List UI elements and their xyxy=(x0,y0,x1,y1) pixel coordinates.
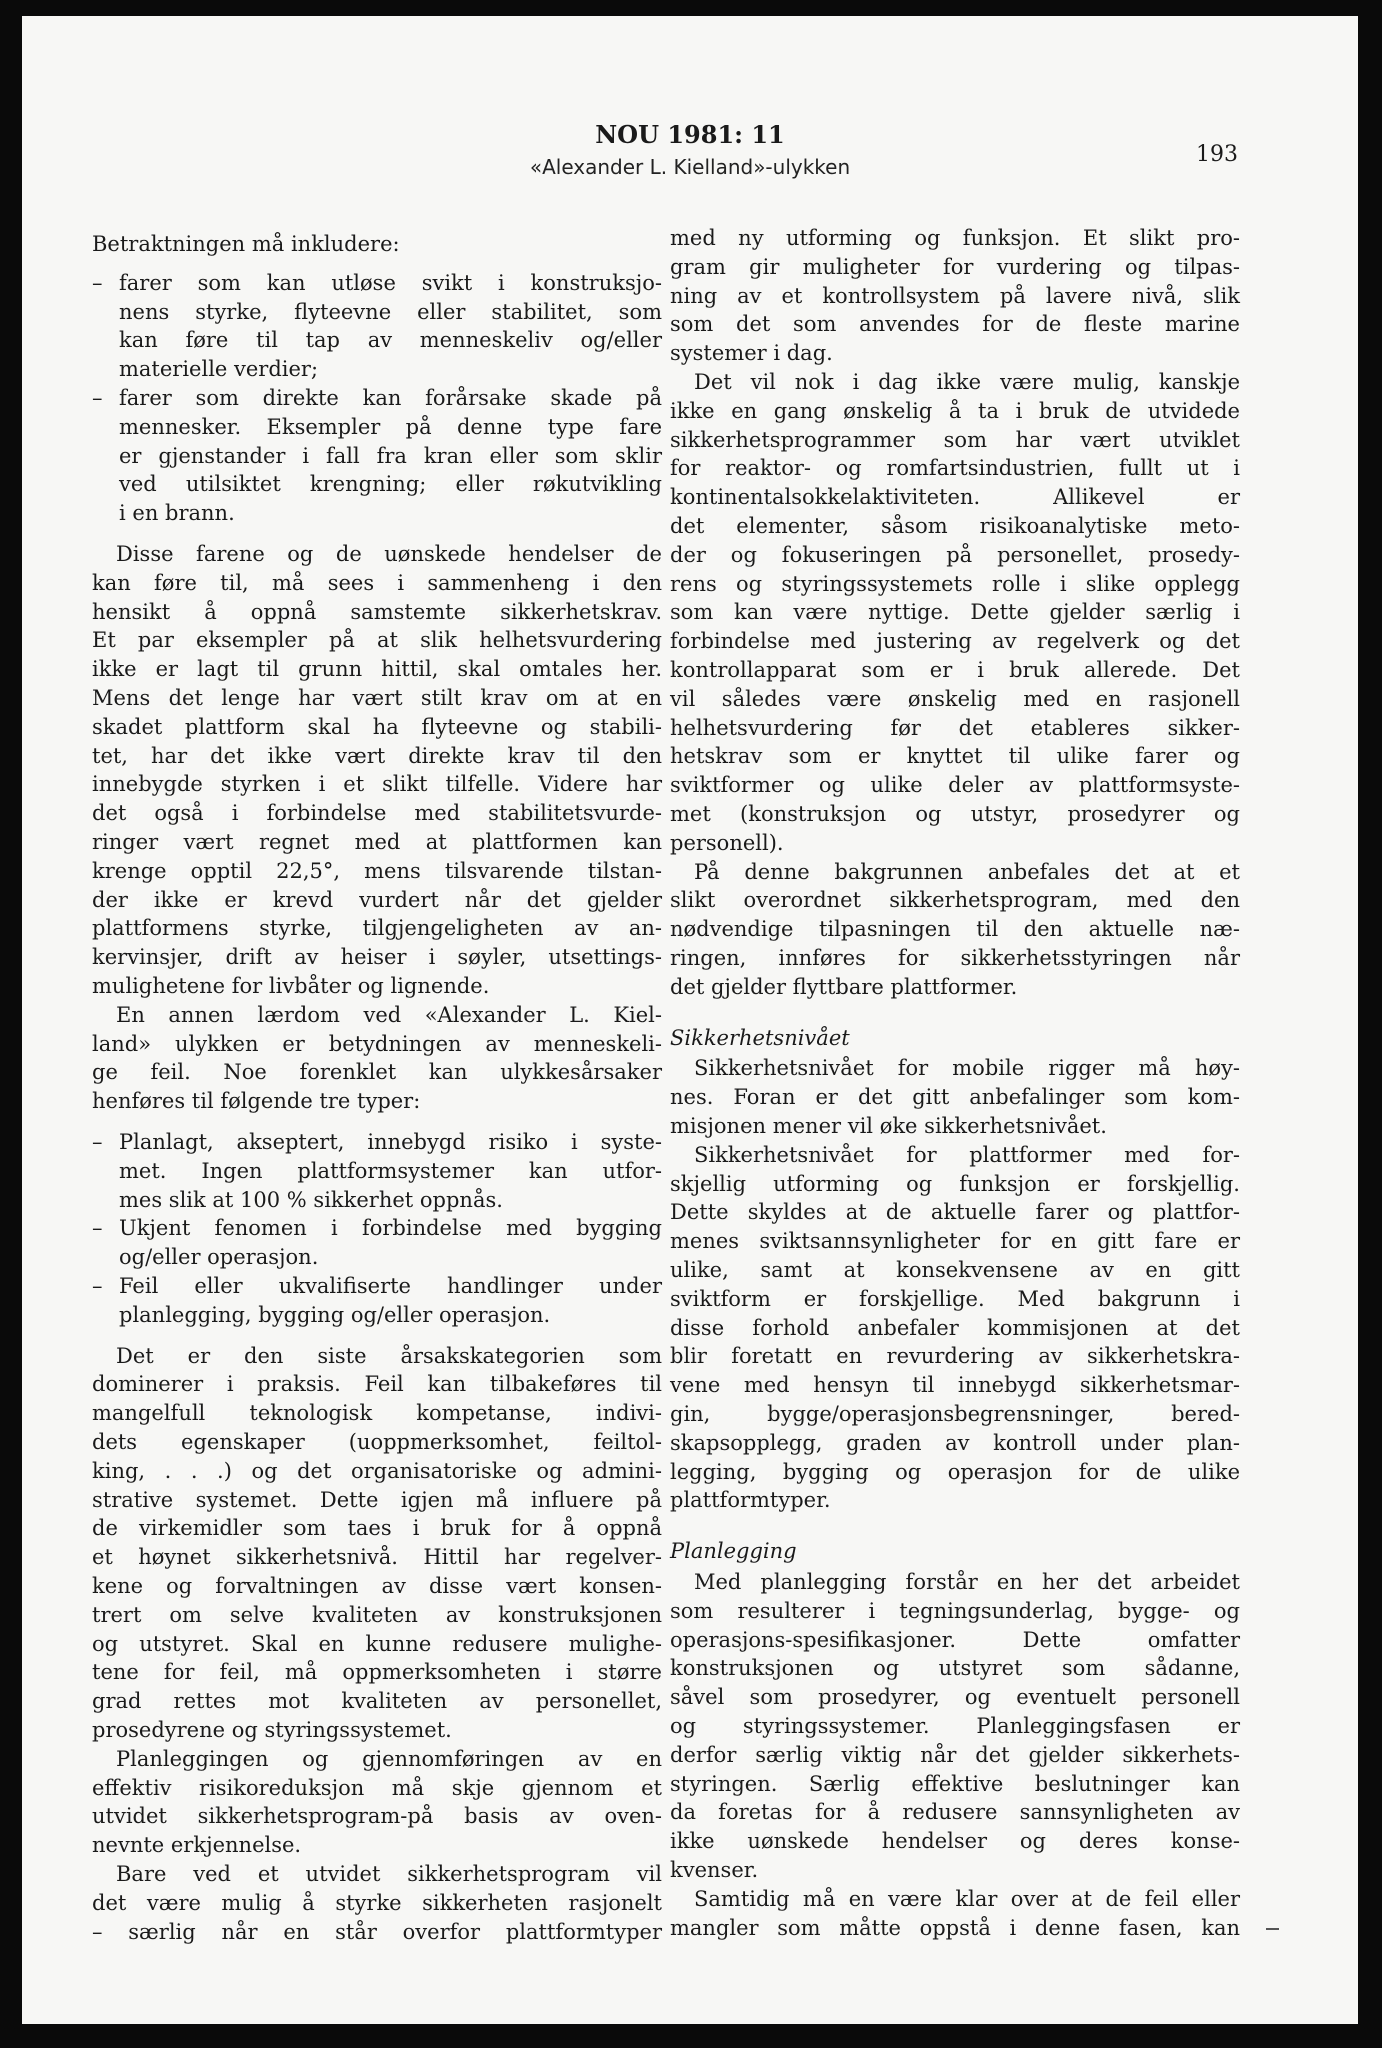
text-line xyxy=(92,388,662,409)
text-line xyxy=(670,948,1240,969)
text-line xyxy=(92,976,662,997)
line-text: disse forhold anbefaler kommisjonen at det xyxy=(670,1315,1240,1340)
text-line xyxy=(670,631,1240,652)
line-text: i en brann. xyxy=(119,501,235,526)
line-text: blir foretatt en revurdering av sikkerhetskra- xyxy=(670,1344,1240,1369)
section-heading xyxy=(670,1541,1240,1562)
line-text: effektiv risikoreduksjon må skje gjennom et xyxy=(92,1775,662,1800)
text-line xyxy=(92,659,662,680)
bullet-dash: – xyxy=(92,1130,103,1154)
bullet-dash: – xyxy=(92,1274,103,1298)
line-text: Sikkerhetsnivået for plattformer med for- xyxy=(694,1142,1240,1167)
text-line xyxy=(92,1720,662,1741)
line-text: med ny utforming og funksjon. Et slikt pro- xyxy=(670,226,1240,250)
text-line xyxy=(670,602,1240,623)
line-text: land» ulykken er betydningen av menneskeli- xyxy=(92,1031,662,1056)
line-text: hetskrav som er knyttet til ulike farer og xyxy=(670,744,1240,769)
text-line xyxy=(670,1802,1240,1823)
text-line xyxy=(670,1490,1240,1511)
text-line xyxy=(670,1598,1240,1623)
text-line xyxy=(92,544,662,565)
line-text: sviktform er forskjellige. Med bakgrunn i xyxy=(670,1286,1240,1311)
line-text: helhetsvurdering før det etableres sikker- xyxy=(670,715,1240,740)
text-line xyxy=(670,283,1240,308)
line-text: ikke en gang ønskelig å ta i bruk de utvidede xyxy=(670,398,1240,423)
text-line xyxy=(670,1142,1240,1167)
text-line xyxy=(92,1662,662,1683)
text-line xyxy=(670,1315,1240,1340)
text-line xyxy=(670,859,1240,884)
text-line xyxy=(670,1087,1240,1108)
line-text: det elementer, såsom risikoanalytiske meto- xyxy=(670,514,1240,538)
bullet-dash: – xyxy=(92,386,103,410)
line-text: slikt overordnet sikkerhetsprogram, med den xyxy=(670,888,1240,913)
text-line xyxy=(670,343,1240,364)
line-text: systemer i dag. xyxy=(670,341,833,366)
text-line xyxy=(670,1404,1240,1425)
text-line xyxy=(670,571,1240,596)
line-text: personell). xyxy=(670,830,784,855)
line-text: Det er den siste årsakskategorien som xyxy=(116,1343,662,1368)
line-text: misjonen mener vil øke sikkerhetsnivået. xyxy=(670,1114,1107,1138)
text-line xyxy=(670,254,1240,279)
text-line xyxy=(670,1430,1240,1455)
line-text: grad rettes mot kvaliteten av personellet, xyxy=(92,1689,662,1714)
text-line xyxy=(670,1260,1240,1281)
line-text: På denne bakgrunnen anbefales det at et xyxy=(694,859,1240,884)
line-text: ringen, innføres for sikkerhetsstyringen når xyxy=(670,946,1240,970)
line-text: der og fokuseringen på personellet, prosedy- xyxy=(670,542,1240,567)
line-text: ikke uønskede hendelser og deres konse- xyxy=(670,1829,1240,1854)
text-line xyxy=(92,714,662,739)
line-text: og utstyret. Skal en kunne redusere mulighe- xyxy=(92,1631,662,1656)
section-heading xyxy=(670,1025,1240,1050)
line-text: mulighetene for livbåter og lignende. xyxy=(92,974,490,998)
text-line xyxy=(670,1771,1240,1796)
line-text: kervinsjer, drift av heiser i søyler, utsettings- xyxy=(92,945,662,970)
line-text: de virkemidler som taes i bruk for å oppnå xyxy=(92,1516,662,1541)
line-text: Feil eller ukvalifiserte handlinger under xyxy=(119,1274,662,1298)
line-text: kan føre til tap av menneskeliv og/eller xyxy=(119,328,662,353)
line-text: kontinentalsokkelaktiviteten. Allikevel er xyxy=(670,485,1240,510)
line-text: vil således være ønskelig med en rasjonell xyxy=(670,686,1240,711)
line-text: det være mulig å styrke sikkerheten rasjonelt xyxy=(92,1890,662,1915)
text-line xyxy=(92,887,662,912)
text-line xyxy=(670,1572,1240,1593)
text-line xyxy=(92,1002,662,1027)
line-text: prosedyrene og styringssystemet. xyxy=(92,1718,452,1742)
line-text: farer som direkte kan forårsake skade på xyxy=(119,386,662,410)
text-line xyxy=(670,1058,1240,1079)
text-line xyxy=(92,1602,662,1627)
line-text: kvenser. xyxy=(670,1858,759,1882)
page-number: 193 xyxy=(1196,142,1238,167)
text-line xyxy=(670,398,1240,423)
text-line xyxy=(92,803,662,824)
line-text: met. Ingen plattformsystemer kan utfor- xyxy=(119,1158,662,1183)
text-line xyxy=(670,1627,1240,1652)
text-line xyxy=(92,1458,662,1483)
text-line xyxy=(92,1432,662,1453)
line-text: konstruksjonen og utstyret som sådanne, xyxy=(670,1656,1240,1681)
line-text: Sikkerhetsnivået for mobile rigger må høy- xyxy=(694,1056,1240,1081)
text-line xyxy=(670,660,1240,681)
line-text: strative systemet. Dette igjen må influere på xyxy=(92,1487,662,1512)
line-text: – særlig når en står overfor plattformtyper xyxy=(92,1919,662,1944)
text-line xyxy=(92,330,662,351)
line-text: planlegging, bygging og/eller operasjon. xyxy=(119,1302,551,1327)
line-text: som kan være nyttige. Dette gjelder særlig i xyxy=(670,600,1240,625)
line-text: tene for feil, må oppmerksomheten i større xyxy=(92,1660,662,1685)
text-line xyxy=(670,1658,1240,1679)
line-text: operasjons-spesifikasjoner. Dette omfatter xyxy=(670,1627,1240,1652)
line-text: legging, bygging og operasjon for de ulike xyxy=(670,1459,1240,1484)
line-text: Ukjent fenomen i forbindelse med bygging xyxy=(119,1216,662,1241)
line-text: menes sviktsannsynligheter for en gitt fare er xyxy=(670,1229,1240,1254)
line-text: plattformtyper. xyxy=(670,1488,831,1513)
scan-edge-mark xyxy=(1266,1928,1279,1930)
text-line xyxy=(92,1343,662,1368)
line-text: farer som kan utløse svikt i konstruksjo- xyxy=(119,270,662,295)
line-text: nens styrke, flyteevne eller stabilitet, som xyxy=(119,299,662,324)
line-text: plattformens styrke, tilgjengeligheten av an- xyxy=(92,916,662,941)
text-line xyxy=(92,858,662,883)
line-text: og/eller operasjon. xyxy=(119,1245,319,1270)
line-text: ge feil. Noe forenklet kan ulykkesårsaker xyxy=(92,1060,662,1085)
line-text: Betraktningen må inkludere: xyxy=(92,232,400,256)
text-line xyxy=(670,1116,1240,1137)
text-line xyxy=(670,1831,1240,1852)
text-line xyxy=(670,1375,1240,1396)
line-text: og styringssystemer. Planleggingsfasen er xyxy=(670,1714,1240,1738)
report-title: NOU 1981: 11 xyxy=(595,120,785,149)
text-line xyxy=(670,715,1240,740)
line-text: hensikt å oppnå samstemte sikkerhetskrav. xyxy=(92,599,662,624)
text-line xyxy=(92,503,662,524)
text-line xyxy=(92,1132,662,1153)
line-text: Dette skyldes at de aktuelle farer og plattfor- xyxy=(670,1200,1240,1225)
text-line xyxy=(670,830,1240,855)
text-line xyxy=(92,1835,662,1856)
text-line xyxy=(670,1915,1240,1940)
line-text: mennesker. Eksempler på denne type fare xyxy=(119,414,662,439)
text-line xyxy=(92,270,662,295)
line-text: sikkerhetsprogrammer som har vært utviklet xyxy=(670,427,1240,452)
text-line xyxy=(92,1247,662,1268)
document-page xyxy=(22,16,1358,2024)
line-text: nødvendige tilpasningen til den aktuelle næ- xyxy=(670,917,1240,942)
line-text: kontrollapparat som er i bruk allerede. Det xyxy=(670,658,1240,682)
text-line xyxy=(92,234,662,255)
line-text: Disse farene og de uønskede hendelser de xyxy=(116,542,662,566)
line-text: Sikkerhetsnivået xyxy=(670,1025,850,1050)
line-text: tet, har det ikke vært direkte krav til den xyxy=(92,743,662,768)
text-line xyxy=(92,414,662,439)
text-line xyxy=(92,774,662,795)
line-text: dominerer i praksis. Feil kan tilbakeføres til xyxy=(92,1372,662,1397)
text-line xyxy=(670,1202,1240,1223)
line-text: ringer vært regnet med at plattformen kan xyxy=(92,830,662,854)
text-line xyxy=(670,487,1240,508)
line-text: det også i forbindelse med stabilitetsvurde- xyxy=(92,801,662,826)
text-line xyxy=(92,1890,662,1915)
text-line xyxy=(92,1775,662,1800)
line-text: et høynet sikkerhetsnivå. Hittil har regelver- xyxy=(92,1545,662,1570)
line-text: skapsopplegg, graden av kontroll under plan- xyxy=(670,1430,1240,1455)
line-text: Et par eksempler på at slik helhetsvurdering xyxy=(92,628,662,653)
line-text: krenge opptil 22,5°, mens tilsvarende tilstan- xyxy=(92,858,662,883)
line-text: henføres til følgende tre typer: xyxy=(92,1089,421,1114)
line-text: ning av et kontrollsystem på lavere nivå, slik xyxy=(670,283,1240,308)
text-line xyxy=(670,919,1240,940)
text-line xyxy=(670,804,1240,825)
line-text: da foretas for å redusere sannsynligheten av xyxy=(670,1800,1240,1825)
text-line xyxy=(92,1374,662,1395)
line-text: sviktformer og ulike deler av plattformsyste- xyxy=(670,773,1240,798)
text-line xyxy=(670,314,1240,335)
text-line xyxy=(92,1187,662,1212)
line-text: rens og styringssystemets rolle i slike opplegg xyxy=(670,571,1240,596)
text-line xyxy=(670,686,1240,711)
line-text: kan føre til, må sees i sammenheng i den xyxy=(92,570,662,595)
line-text: er gjenstander i fall fra kran eller som sklir xyxy=(119,443,662,468)
line-text: som resulterer i tegningsunderlag, bygge- og xyxy=(670,1598,1240,1623)
bullet-dash: – xyxy=(92,270,103,295)
line-text: ved utilsiktet krengning; eller røkutvikling xyxy=(119,472,662,497)
text-line xyxy=(670,974,1240,999)
text-line xyxy=(92,947,662,968)
text-line xyxy=(670,1742,1240,1767)
text-line xyxy=(670,372,1240,393)
text-line xyxy=(670,775,1240,796)
line-text: Bare ved et utvidet sikkerhetsprogram vil xyxy=(116,1862,662,1886)
line-text: for reaktor- og romfartsindustrien, fullt ut i xyxy=(670,456,1240,481)
text-line xyxy=(92,1547,662,1568)
text-line xyxy=(670,1171,1240,1196)
line-text: ulike, samt at konsekvensene av en gitt xyxy=(670,1258,1240,1282)
report-subtitle: «Alexander L. Kielland»-ulykken xyxy=(529,155,851,179)
line-text: mangelfull teknologisk kompetanse, indivi- xyxy=(92,1401,662,1426)
text-line xyxy=(92,1158,662,1183)
text-line xyxy=(670,542,1240,567)
text-line xyxy=(670,746,1240,767)
line-text: materielle verdier; xyxy=(119,357,319,382)
line-text: skadet plattform skal ha flyteevne og stabili- xyxy=(92,714,662,739)
line-text: Planlegging xyxy=(670,1539,797,1564)
line-text: Med planlegging forstår en her det arbeidet xyxy=(694,1570,1240,1594)
text-line xyxy=(92,299,662,324)
text-line xyxy=(670,1860,1240,1881)
line-text: Samtidig må en være klar over at de feil eller xyxy=(694,1886,1240,1911)
line-text: Det vil nok i dag ikke være mulig, kanskje xyxy=(694,370,1240,394)
line-text: Planlagt, akseptert, innebygd risiko i syste- xyxy=(119,1130,662,1154)
line-text: derfor særlig viktig når det gjelder sikkerhets- xyxy=(670,1742,1240,1767)
line-text: utvidet sikkerhetsprogram-på basis av oven- xyxy=(92,1804,662,1829)
line-text: Planleggingen og gjennomføringen av en xyxy=(116,1746,662,1771)
line-text: såvel som prosedyrer, og eventuelt personell xyxy=(670,1685,1240,1710)
text-line xyxy=(92,1746,662,1771)
line-text: kene og forvaltningen av disse vært konsen- xyxy=(92,1574,662,1598)
line-text: Mens det lenge har vært stilt krav om at en xyxy=(92,686,662,710)
text-line xyxy=(92,1091,662,1112)
text-line xyxy=(92,1576,662,1597)
text-line xyxy=(92,359,662,380)
line-text: forbindelse med justering av regelverk og det xyxy=(670,629,1240,654)
text-line xyxy=(92,599,662,624)
line-text: skjellig utforming og funksjon er forskjellig. xyxy=(670,1171,1240,1196)
line-text: nes. Foran er det gitt anbefalinger som kom- xyxy=(670,1085,1240,1110)
text-line xyxy=(670,458,1240,479)
line-text: met (konstruksjon og utstyr, prosedyrer og xyxy=(670,802,1240,826)
text-line xyxy=(92,1518,662,1539)
text-line xyxy=(670,1459,1240,1484)
text-line xyxy=(92,1806,662,1827)
line-text: som det som anvendes for de fleste marine xyxy=(670,312,1240,337)
text-line xyxy=(92,1062,662,1083)
line-text: trert om selve kvaliteten av konstruksjonen xyxy=(92,1602,662,1627)
text-line xyxy=(92,1631,662,1656)
text-line xyxy=(92,1031,662,1056)
text-line xyxy=(670,1687,1240,1708)
text-line xyxy=(92,1403,662,1424)
line-text: innebygde styrken i et slikt tilfelle. Videre har xyxy=(92,772,662,797)
text-line xyxy=(670,890,1240,911)
text-line xyxy=(92,1487,662,1512)
text-line xyxy=(92,1919,662,1944)
text-line xyxy=(670,1716,1240,1737)
line-text: En annen lærdom ved «Alexander L. Kiel- xyxy=(116,1002,662,1027)
text-line xyxy=(670,1286,1240,1311)
line-text: king, . . .) og det organisatoriske og admini- xyxy=(92,1458,662,1483)
line-text: dets egenskaper (uoppmerksomhet, feiltol- xyxy=(92,1430,662,1454)
text-line xyxy=(670,1231,1240,1252)
bullet-dash: – xyxy=(92,1216,103,1241)
line-text: der ikke er krevd vurdert når det gjelder xyxy=(92,887,662,912)
text-line xyxy=(670,1346,1240,1367)
text-line xyxy=(92,743,662,768)
text-line xyxy=(92,630,662,651)
text-line xyxy=(92,918,662,939)
text-line xyxy=(670,427,1240,452)
text-line xyxy=(92,443,662,468)
text-line xyxy=(92,1864,662,1885)
text-line xyxy=(92,1218,662,1239)
text-line xyxy=(92,570,662,595)
line-text: styringen. Særlig effektive beslutninger kan xyxy=(670,1771,1240,1796)
line-text: mangler som måtte oppstå i denne fasen, kan xyxy=(670,1915,1240,1940)
line-text: vene med hensyn til innebygd sikkerhetsmar- xyxy=(670,1373,1240,1398)
text-line xyxy=(92,1691,662,1712)
line-text: gin, bygge/operasjonsbegrensninger, bered- xyxy=(670,1402,1240,1426)
line-text: det gjelder flyttbare plattformer. xyxy=(670,974,1018,999)
text-line xyxy=(92,832,662,853)
text-line xyxy=(92,1302,662,1327)
text-line xyxy=(670,228,1240,249)
text-line xyxy=(670,1886,1240,1911)
text-line xyxy=(670,516,1240,537)
line-text: nevnte erkjennelse. xyxy=(92,1833,302,1858)
text-line xyxy=(92,1276,662,1297)
line-text: mes slik at 100 % sikkerhet oppnås. xyxy=(119,1187,503,1212)
text-line xyxy=(92,688,662,709)
text-line xyxy=(92,474,662,495)
line-text: gram gir muligheter for vurdering og tilpas- xyxy=(670,254,1240,279)
line-text: ikke er lagt til grunn hittil, skal omtales her. xyxy=(92,657,662,682)
